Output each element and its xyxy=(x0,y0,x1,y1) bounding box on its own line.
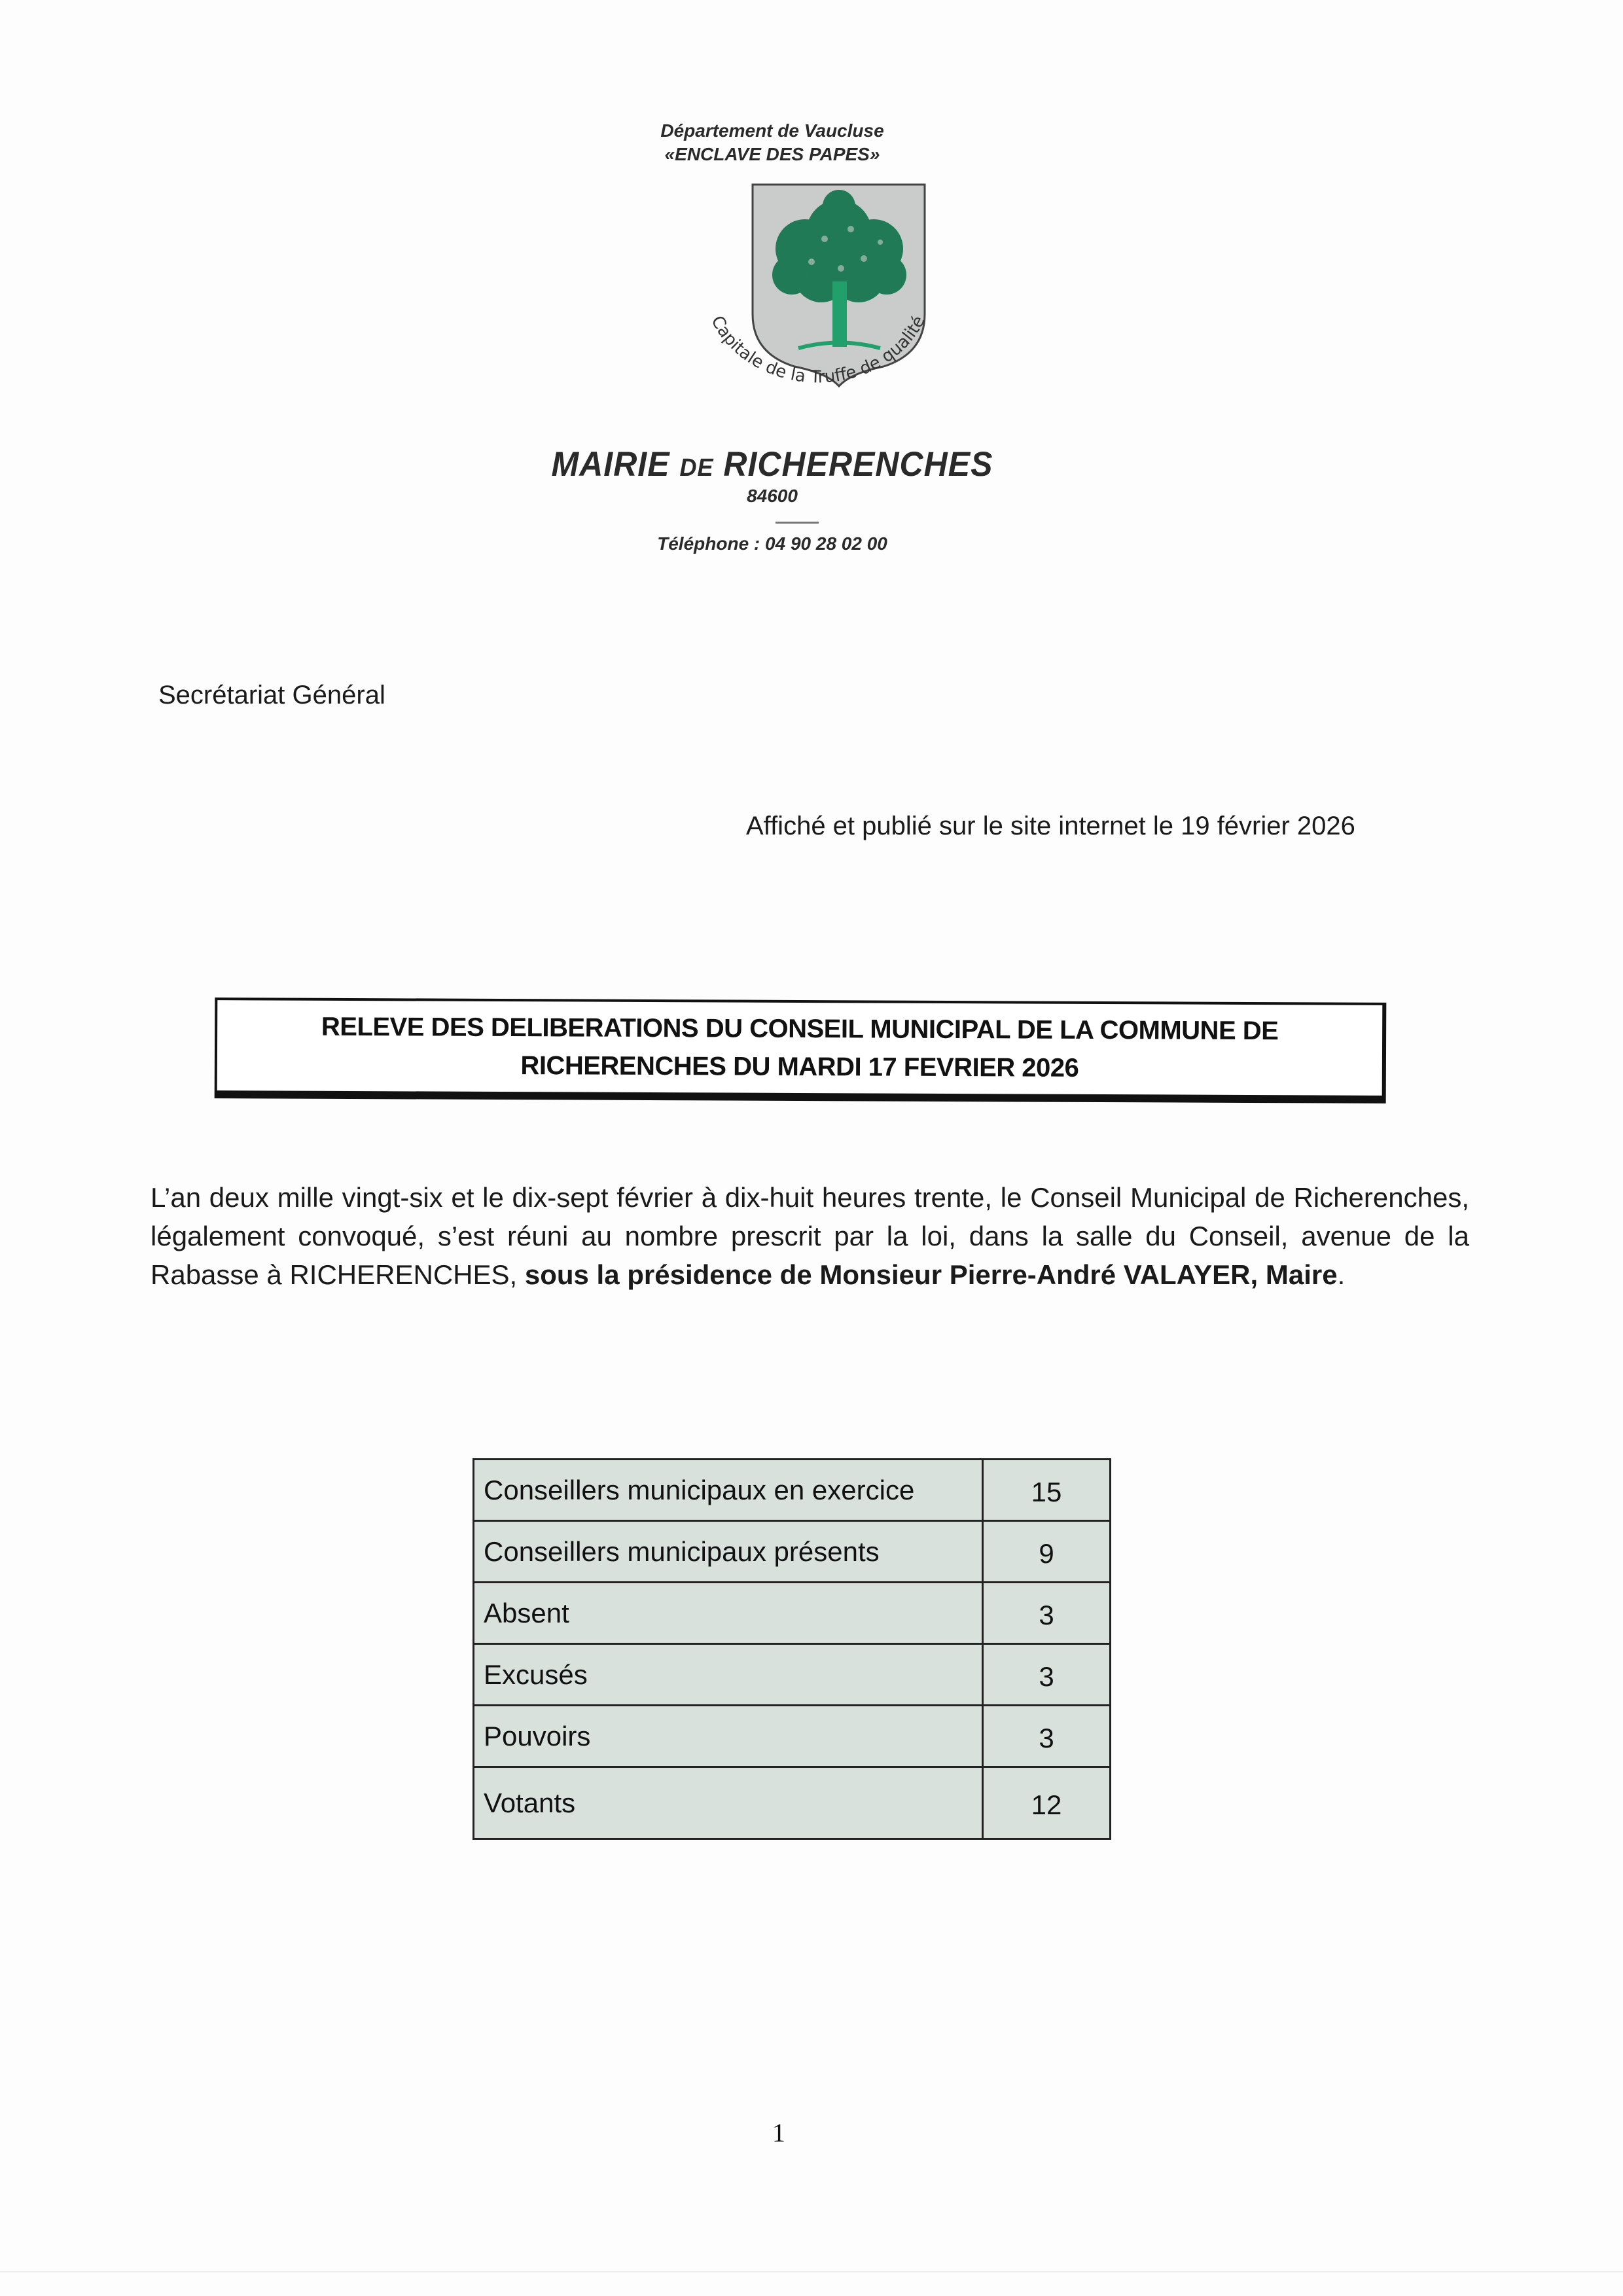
letterhead-divider xyxy=(776,522,819,524)
mairie-de: DE xyxy=(679,453,714,482)
title-line-2: RICHERENCHES DU MARDI 17 FEVRIER 2026 xyxy=(520,1051,1079,1083)
letterhead-department xyxy=(0,119,1584,166)
crest-tree-shield-icon xyxy=(687,177,949,412)
table-row xyxy=(474,1644,1111,1706)
mairie-prefix: MAIRIE xyxy=(551,444,670,484)
attendance-table xyxy=(473,1458,1111,1840)
row-label: Conseillers municipaux présents xyxy=(474,1521,983,1583)
published-notice: Affiché et publié sur le site internet le 19 février 2026 xyxy=(746,812,1355,840)
table-row xyxy=(474,1767,1111,1839)
row-label: Conseillers municipaux en exercice xyxy=(474,1460,983,1521)
table-row xyxy=(474,1460,1111,1521)
intro-end: . xyxy=(1337,1259,1346,1290)
town-crest xyxy=(687,177,949,412)
document-title-box xyxy=(215,997,1387,1103)
row-value: 3 xyxy=(983,1644,1111,1706)
mairie-town: RICHERENCHES xyxy=(723,444,993,484)
intro-paragraph xyxy=(151,1178,1469,1294)
row-label: Absent xyxy=(474,1583,983,1644)
department-name: Département de Vaucluse xyxy=(660,120,884,141)
svg-text:Capitale de la Truffe de quali: Capitale de la Truffe de qualité xyxy=(707,312,929,387)
title-line-1: RELEVE DES DELIBERATIONS DU CONSEIL MUNICIPAL DE LA COMMUNE DE xyxy=(321,1012,1279,1046)
page-number: 1 xyxy=(772,2118,785,2147)
row-label: Pouvoirs xyxy=(474,1706,983,1767)
table-row xyxy=(474,1706,1111,1767)
table-row xyxy=(474,1521,1111,1583)
row-value: 3 xyxy=(983,1706,1111,1767)
intro-presidency: sous la présidence de Monsieur Pierre-André VALAYER, Maire xyxy=(524,1259,1338,1290)
page-bottom-edge xyxy=(0,2271,1623,2272)
secretariat-label: Secrétariat Général xyxy=(158,681,385,709)
mairie-name xyxy=(0,444,1584,484)
postcode: 84600 xyxy=(747,486,798,506)
row-value: 12 xyxy=(983,1767,1111,1839)
row-value: 9 xyxy=(983,1521,1111,1583)
row-label: Votants xyxy=(474,1767,983,1839)
row-value: 15 xyxy=(983,1460,1111,1521)
table-row xyxy=(474,1583,1111,1644)
row-value: 3 xyxy=(983,1583,1111,1644)
enclave-name: «ENCLAVE DES PAPES» xyxy=(664,144,880,164)
phone-number: Téléphone : 04 90 28 02 00 xyxy=(657,533,887,554)
intro-text: L’an deux mille vingt-six et le dix-sept février à dix-huit heures trente, le Conseil Municipal de Richerenches, légalement convoqué, s’est réuni au nombre prescrit par la loi, dans la salle du Conseil, avenue de la Rabasse à RICHERENCHES, xyxy=(151,1182,1469,1290)
row-label: Excusés xyxy=(474,1644,983,1706)
